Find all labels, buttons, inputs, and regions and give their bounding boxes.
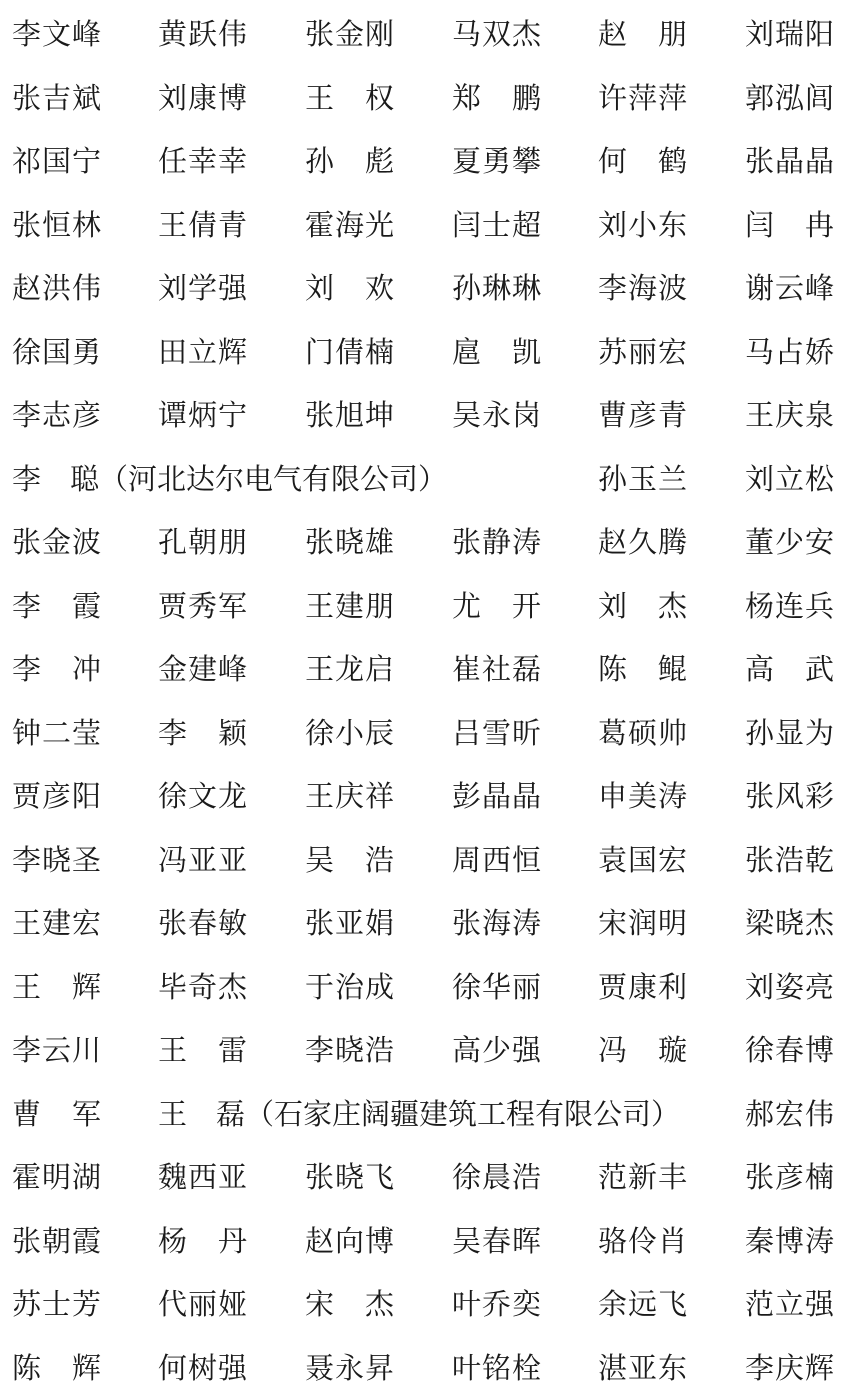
name-row [0,1083,860,1147]
person-name: 张晓雄 [305,511,395,575]
person-name: 张风彩 [745,765,835,829]
person-name: 徐国勇 [12,321,102,385]
person-name: 许萍萍 [598,67,688,131]
name-row [0,194,860,258]
person-name: 赵洪伟 [12,257,102,321]
person-name: 张吉斌 [12,67,102,131]
person-name: 赵向博 [305,1210,395,1274]
person-name: 王龙启 [305,638,395,702]
person-name: 高少强 [452,1019,542,1083]
person-name: 冯 璇 [598,1019,688,1083]
name-row [0,130,860,194]
person-name: 郭泓闾 [745,67,835,131]
person-name: 徐文龙 [158,765,248,829]
person-name: 张亚娟 [305,892,395,956]
person-name: 郑 鹏 [452,67,542,131]
person-name: 董少安 [745,511,835,575]
person-name: 陈 鲲 [598,638,688,702]
name-row [0,67,860,131]
person-name: 李 霞 [12,575,102,639]
person-name: 刘姿亮 [745,956,835,1020]
person-name: 叶铭栓 [452,1337,542,1400]
person-name: 黄跃伟 [158,3,248,67]
person-name: 张金刚 [305,3,395,67]
person-name: 王建朋 [305,575,395,639]
person-name: 冯亚亚 [158,829,248,893]
person-name: 尤 开 [452,575,542,639]
person-name: 张金波 [12,511,102,575]
person-name: 李云川 [12,1019,102,1083]
person-name: 贾彦阳 [12,765,102,829]
person-name: 李晓浩 [305,1019,395,1083]
person-name: 刘康博 [158,67,248,131]
name-row [0,702,860,766]
person-name: 李海波 [598,257,688,321]
person-name: 杨连兵 [745,575,835,639]
name-row [0,321,860,385]
person-name: 闫 冉 [745,194,835,258]
person-name: 袁国宏 [598,829,688,893]
person-name: 宋润明 [598,892,688,956]
person-name: 刘立松 [745,448,835,512]
person-name: 李晓圣 [12,829,102,893]
name-row [0,1210,860,1274]
person-name: 毕奇杰 [158,956,248,1020]
name-row [0,3,860,67]
person-name: 张朝霞 [12,1210,102,1274]
person-name: 张静涛 [452,511,542,575]
person-name: 张晶晶 [745,130,835,194]
person-name: 孙 彪 [305,130,395,194]
person-name: 曹 军 [12,1083,102,1147]
person-name: 徐华丽 [452,956,542,1020]
person-name: 高 武 [745,638,835,702]
person-name: 钟二莹 [12,702,102,766]
person-name: 赵 朋 [598,3,688,67]
person-name: 梁晓杰 [745,892,835,956]
name-row [0,1146,860,1210]
person-name: 夏勇攀 [452,130,542,194]
person-name: 葛硕帅 [598,702,688,766]
person-name: 杨 丹 [158,1210,248,1274]
person-name: 马占娇 [745,321,835,385]
person-name: 王 雷 [158,1019,248,1083]
person-name: 刘学强 [158,257,248,321]
person-name: 王倩青 [158,194,248,258]
person-name: 周西恒 [452,829,542,893]
person-name: 吴 浩 [305,829,395,893]
person-name: 徐小辰 [305,702,395,766]
person-name: 吴春晖 [452,1210,542,1274]
person-name: 陈 辉 [12,1337,102,1400]
person-name: 范立强 [745,1273,835,1337]
person-name: 张浩乾 [745,829,835,893]
person-name: 余远飞 [598,1273,688,1337]
person-name: 李 颖 [158,702,248,766]
person-name: 宋 杰 [305,1273,395,1337]
person-name: 霍明湖 [12,1146,102,1210]
person-name: 谢云峰 [745,257,835,321]
person-name: 扈 凯 [452,321,542,385]
person-name: 贾秀军 [158,575,248,639]
person-name: 王庆泉 [745,384,835,448]
person-name: 刘 欢 [305,257,395,321]
name-row [0,257,860,321]
person-name: 任幸幸 [158,130,248,194]
person-name: 门倩楠 [305,321,395,385]
person-name: 刘瑞阳 [745,3,835,67]
person-name: 王 权 [305,67,395,131]
name-row [0,956,860,1020]
name-row [0,892,860,956]
person-name: 魏西亚 [158,1146,248,1210]
person-name: 李志彦 [12,384,102,448]
person-name: 赵久腾 [598,511,688,575]
person-name: 李 冲 [12,638,102,702]
person-name: 张海涛 [452,892,542,956]
person-name: 苏丽宏 [598,321,688,385]
person-name: 张彦楠 [745,1146,835,1210]
name-row [0,1337,860,1400]
person-name: 闫士超 [452,194,542,258]
name-row [0,511,860,575]
person-name: 王 辉 [12,956,102,1020]
person-name: 秦博涛 [745,1210,835,1274]
person-name: 吴永岗 [452,384,542,448]
person-name: 刘 杰 [598,575,688,639]
person-name: 叶乔奕 [452,1273,542,1337]
name-row [0,829,860,893]
person-name: 谭炳宁 [158,384,248,448]
person-name: 王建宏 [12,892,102,956]
person-name: 代丽娅 [158,1273,248,1337]
person-name: 彭晶晶 [452,765,542,829]
person-name: 李文峰 [12,3,102,67]
person-name: 孙显为 [745,702,835,766]
person-name: 刘小东 [598,194,688,258]
person-name: 于治成 [305,956,395,1020]
name-row [0,638,860,702]
person-name: 范新丰 [598,1146,688,1210]
person-name: 田立辉 [158,321,248,385]
person-name: 湛亚东 [598,1337,688,1400]
person-name: 何树强 [158,1337,248,1400]
person-name: 张晓飞 [305,1146,395,1210]
person-name: 祁国宁 [12,130,102,194]
person-name: 张春敏 [158,892,248,956]
person-name: 骆伶肖 [598,1210,688,1274]
person-name: 何 鹤 [598,130,688,194]
person-name: 徐春博 [745,1019,835,1083]
name-with-affiliation: 李 聪（河北达尔电气有限公司） [12,448,447,512]
name-row [0,1273,860,1337]
name-row [0,1019,860,1083]
person-name: 孙玉兰 [598,448,688,512]
person-name: 徐晨浩 [452,1146,542,1210]
person-name: 金建峰 [158,638,248,702]
person-name: 马双杰 [452,3,542,67]
person-name: 崔社磊 [452,638,542,702]
name-row [0,575,860,639]
person-name: 王庆祥 [305,765,395,829]
person-name: 聂永昇 [305,1337,395,1400]
person-name: 郝宏伟 [745,1083,835,1147]
name-with-affiliation: 王 磊（石家庄阔疆建筑工程有限公司） [158,1083,680,1147]
name-row [0,765,860,829]
person-name: 苏士芳 [12,1273,102,1337]
person-name: 张恒林 [12,194,102,258]
person-name: 孔朝朋 [158,511,248,575]
person-name: 吕雪昕 [452,702,542,766]
person-name: 贾康利 [598,956,688,1020]
name-row [0,384,860,448]
name-row [0,448,860,512]
person-name: 孙琳琳 [452,257,542,321]
person-name: 霍海光 [305,194,395,258]
person-name: 李庆辉 [745,1337,835,1400]
person-name: 申美涛 [598,765,688,829]
person-name: 曹彦青 [598,384,688,448]
person-name: 张旭坤 [305,384,395,448]
